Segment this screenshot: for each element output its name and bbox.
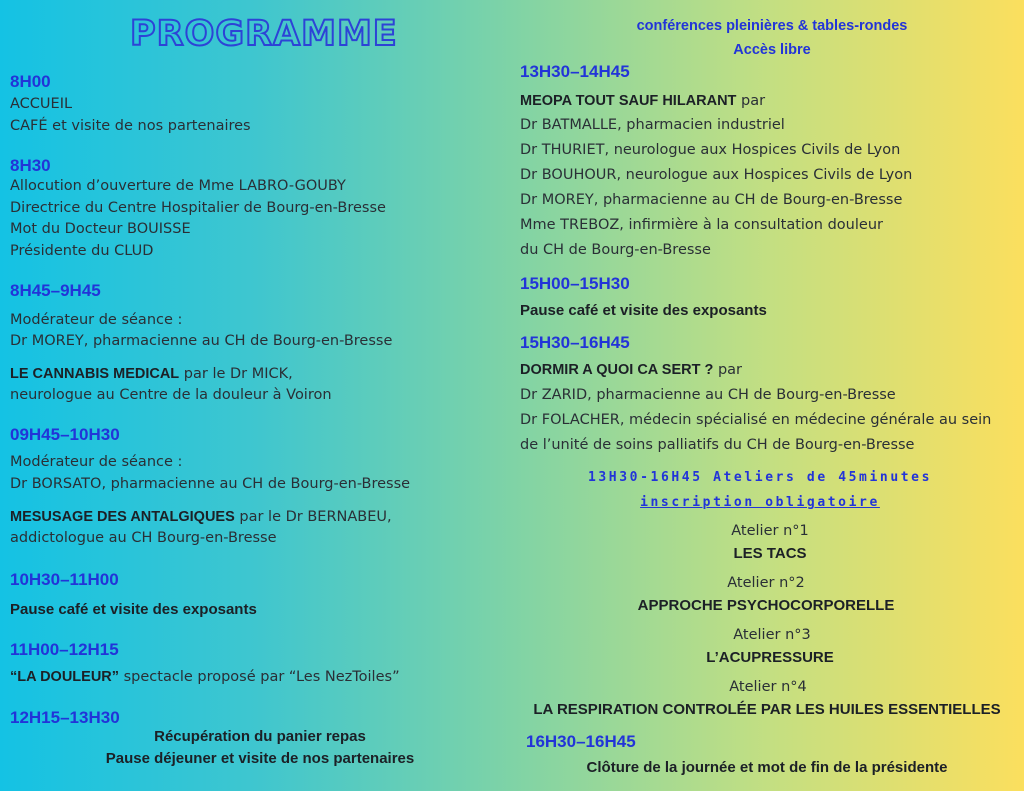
text-panier-repas: Récupération du panier repas xyxy=(154,728,366,745)
text-mesusage-line xyxy=(10,506,392,528)
header-inscription: inscription obligatoire xyxy=(640,495,880,510)
time-09h45-10h30: 09H45–10H30 xyxy=(10,425,120,444)
header-conferences: conférences pleinières & tables-rondes xyxy=(636,18,908,34)
time-8h30: 8H30 xyxy=(10,156,51,175)
text-moderateur-2: Modérateur de séance : xyxy=(10,454,183,470)
text-accueil: ACCUEIL xyxy=(10,96,73,112)
programme-title: PROGRAMME xyxy=(130,14,398,54)
header-acces-libre: Accès libre xyxy=(733,42,811,58)
text-cannabis-title: LE CANNABIS MEDICAL xyxy=(10,366,180,382)
text-cannabis-line xyxy=(10,363,293,385)
text-meopa-line xyxy=(520,90,765,112)
text-directrice: Directrice du Centre Hospitalier de Bourg-en-Bresse xyxy=(10,200,386,216)
text-presidente-clud: Présidente du CLUD xyxy=(10,243,154,259)
text-ch-bourg: du CH de Bourg-en-Bresse xyxy=(520,242,711,258)
text-mme-treboz: Mme TREBOZ, infirmière à la consultation douleur xyxy=(520,217,883,233)
time-8h00: 8H00 xyxy=(10,72,51,91)
text-dr-zarid: Dr ZARID, pharmacienne au CH de Bourg-en-Bresse xyxy=(520,387,896,403)
text-pause-cafe-left: Pause café et visite des exposants xyxy=(10,601,257,618)
text-meopa-title: MEOPA TOUT SAUF HILARANT xyxy=(520,93,737,109)
time-16h30-16h45: 16H30–16H45 xyxy=(526,732,636,751)
text-douleur-title: “LA DOULEUR” xyxy=(10,669,120,685)
text-spectacle: spectacle proposé par “Les NezToiles” xyxy=(119,669,400,685)
atelier-2-label: Atelier n°2 xyxy=(727,575,805,591)
atelier-2-title: APPROCHE PSYCHOCORPORELLE xyxy=(637,597,895,614)
text-dr-morey: Dr MOREY, pharmacienne au CH de Bourg-en-Bresse xyxy=(10,333,393,349)
text-pause-cafe-right: Pause café et visite des exposants xyxy=(520,302,767,319)
atelier-3-label: Atelier n°3 xyxy=(733,627,811,643)
time-11h00-12h15: 11H00–12H15 xyxy=(10,640,119,659)
text-pause-dejeuner: Pause déjeuner et visite de nos partenaires xyxy=(105,750,415,767)
text-allocution: Allocution d’ouverture de Mme LABRO-GOUBY xyxy=(10,178,346,194)
time-15h30-16h45: 15H30–16H45 xyxy=(520,333,630,352)
text-mesusage-by: par le Dr BERNABEU, xyxy=(234,509,392,525)
atelier-1-label: Atelier n°1 xyxy=(731,523,809,539)
atelier-3-title: L’ACUPRESSURE xyxy=(706,649,834,666)
text-dr-thuriet: Dr THURIET, neurologue aux Hospices Civils de Lyon xyxy=(520,142,901,158)
text-dr-bouhour: Dr BOUHOUR, neurologue aux Hospices Civils de Lyon xyxy=(520,167,913,183)
time-8h45-9h45: 8H45–9H45 xyxy=(10,281,101,300)
time-13h30-14h45: 13H30–14H45 xyxy=(520,62,630,81)
text-unite-soins: de l’unité de soins palliatifs du CH de Bourg-en-Bresse xyxy=(520,437,915,453)
header-ateliers: 13H30-16H45 Ateliers de 45minutes xyxy=(587,470,933,485)
text-dr-folacher: Dr FOLACHER, médecin spécialisé en médecine générale au sein xyxy=(520,412,992,428)
time-15h00-15h30: 15H00–15H30 xyxy=(520,274,630,293)
atelier-4-title: LA RESPIRATION CONTROLÉE PAR LES HUILES ESSENTIELLES xyxy=(533,701,1001,718)
text-neurologue-voiron: neurologue au Centre de la douleur à Voiron xyxy=(10,387,332,403)
text-dr-morey-2: Dr MOREY, pharmacienne au CH de Bourg-en-Bresse xyxy=(520,192,903,208)
text-dr-batmalle: Dr BATMALLE, pharmacien industriel xyxy=(520,117,785,133)
text-dormir-line xyxy=(520,359,742,381)
text-dr-borsato: Dr BORSATO, pharmacienne au CH de Bourg-en-Bresse xyxy=(10,476,411,492)
text-cloture: Clôture de la journée et mot de fin de la présidente xyxy=(586,759,948,776)
text-mesusage-title: MESUSAGE DES ANTALGIQUES xyxy=(10,509,235,525)
text-douleur-line xyxy=(10,666,400,688)
text-dormir-by: par xyxy=(713,362,743,378)
text-meopa-by: par xyxy=(736,93,766,109)
atelier-4-label: Atelier n°4 xyxy=(729,679,807,695)
text-dormir-title: DORMIR A QUOI CA SERT ? xyxy=(520,362,714,378)
text-cannabis-by: par le Dr MICK, xyxy=(179,366,293,382)
text-mot-docteur: Mot du Docteur BOUISSE xyxy=(10,221,191,237)
time-12h15-13h30: 12H15–13H30 xyxy=(10,708,120,727)
text-moderateur-1: Modérateur de séance : xyxy=(10,312,183,328)
text-addictologue: addictologue au CH Bourg-en-Bresse xyxy=(10,530,277,546)
atelier-1-title: LES TACS xyxy=(733,545,807,562)
time-10h30-11h00: 10H30–11H00 xyxy=(10,570,119,589)
text-cafe: CAFÉ et visite de nos partenaires xyxy=(10,118,251,134)
